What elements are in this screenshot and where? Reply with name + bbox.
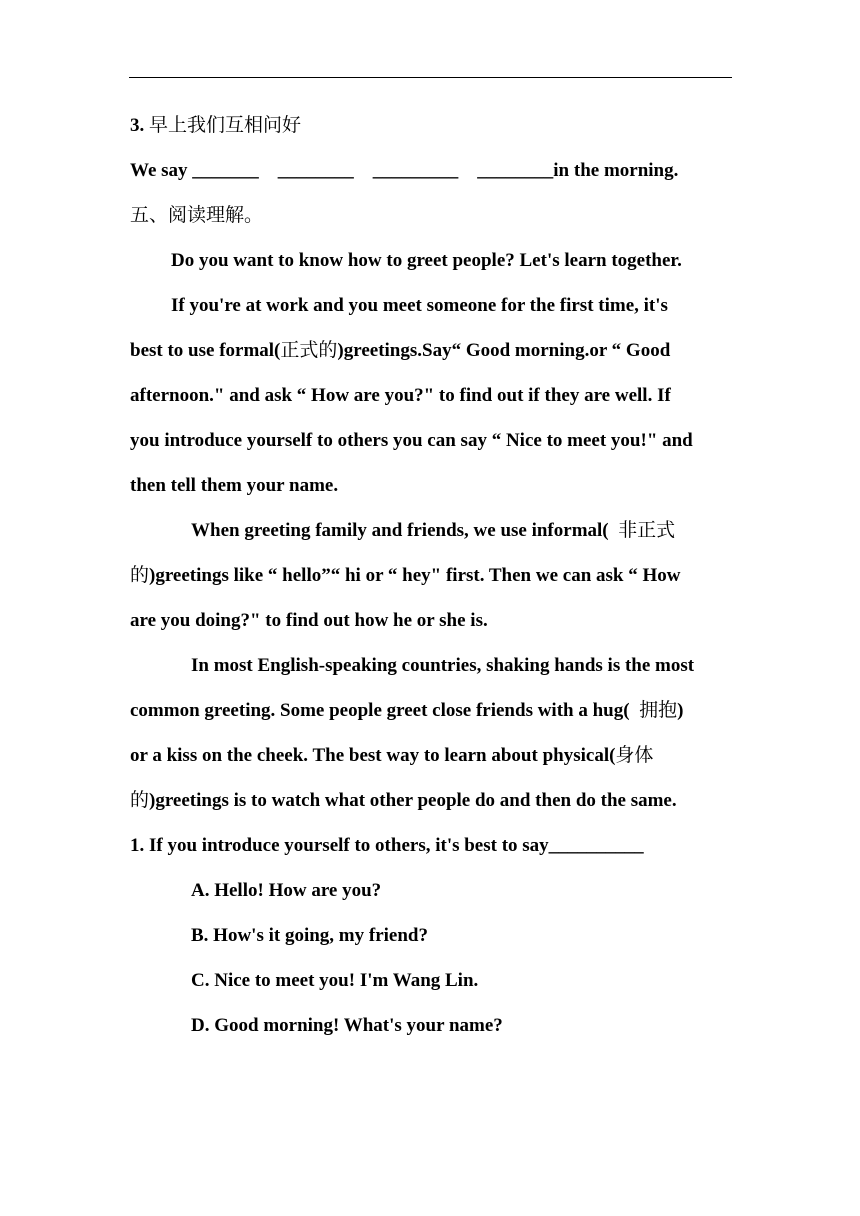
- passage-p2-line3: [130, 373, 734, 418]
- passage-p2-line2-a: best to use formal(: [130, 340, 281, 361]
- q3-sentence: [130, 148, 734, 193]
- section-heading-text: 五、阅读理解。: [130, 204, 264, 226]
- q3-sentence-end: in the morning.: [553, 160, 679, 181]
- passage-p4-line2-cn: 拥抱: [639, 699, 678, 721]
- passage-p4-line3-cn: 身体: [615, 744, 654, 766]
- question-1-option-b: [130, 913, 734, 958]
- passage-p2-line2-cn: 正式的: [280, 339, 338, 361]
- passage-p2-line5-text: then tell them your name.: [130, 475, 339, 496]
- passage-p4-line4-b: )greetings is to watch what other people do and then do the same.: [149, 790, 677, 811]
- q3-number: 3.: [130, 115, 145, 136]
- passage-p2-line5: [130, 463, 734, 508]
- q3-title-text: 早上我们互相问好: [149, 114, 302, 136]
- question-1-option-d: [130, 1003, 734, 1048]
- passage-p4-line4-cn: 的: [130, 789, 150, 811]
- q3-blank-2: ________: [277, 160, 354, 181]
- option-b-text: B. How's it going, my friend?: [191, 925, 428, 946]
- option-c-text: C. Nice to meet you! I'm Wang Lin.: [191, 970, 479, 991]
- passage-p3-line2-cn: 的: [130, 564, 150, 586]
- passage-p2-line4: [130, 418, 734, 463]
- passage-p4-line2: [130, 688, 734, 733]
- passage-p2-line1-text: If you're at work and you meet someone for the first time, it's: [171, 295, 668, 316]
- question-1-option-c: [130, 958, 734, 1003]
- passage-p3-line3: [130, 598, 734, 643]
- passage-p2-line3-text: afternoon." and ask “ How are you?" to find out if they are well. If: [130, 385, 671, 406]
- document-content: [130, 103, 734, 1048]
- passage-p4-line4: [130, 778, 734, 823]
- passage-p4-line3-a: or a kiss on the cheek. The best way to learn about physical(: [130, 745, 616, 766]
- passage-p4-line2-a: common greeting. Some people greet close friends with a hug(: [130, 700, 630, 721]
- q3-blank-4: ________: [477, 160, 554, 181]
- header-rule: [129, 77, 732, 78]
- question-1-stem: [130, 823, 734, 868]
- passage-p4-line2-c: ): [677, 700, 684, 721]
- passage-p2-line1: [130, 283, 734, 328]
- section-heading: [130, 193, 734, 238]
- passage-p1: [130, 238, 734, 283]
- passage-p3-line1: [130, 508, 734, 553]
- passage-p3-line2: [130, 553, 734, 598]
- passage-p2-line2-c: )greetings.Say“ Good morning.or “ Good: [337, 340, 671, 361]
- passage-p3-line1-a: When greeting family and friends, we use informal(: [191, 520, 609, 541]
- q3-title: [130, 103, 734, 148]
- passage-p2-line4-text: you introduce yourself to others you can say “ Nice to meet you!" and: [130, 430, 693, 451]
- passage-p2-line2: [130, 328, 734, 373]
- passage-p3-line3-text: are you doing?" to find out how he or she is.: [130, 610, 488, 631]
- q3-sentence-start: We say: [130, 160, 188, 181]
- passage-p3-line2-b: )greetings like “ hello”“ hi or “ hey" first. Then we can ask “ How: [149, 565, 681, 586]
- question-1-option-a: [130, 868, 734, 913]
- q3-blank-3: _________: [372, 160, 459, 181]
- passage-p4-line1-text: In most English-speaking countries, shaking hands is the most: [191, 655, 695, 676]
- passage-p4-line3: [130, 733, 734, 778]
- passage-p3-line1-cn: 非正式: [618, 519, 676, 541]
- option-a-text: A. Hello! How are you?: [191, 880, 382, 901]
- option-d-text: D. Good morning! What's your name?: [191, 1015, 503, 1036]
- q3-blank-1: _______: [192, 160, 259, 181]
- passage-p4-line1: [130, 643, 734, 688]
- question-1-stem-text: 1. If you introduce yourself to others, it's best to say__________: [130, 835, 644, 856]
- passage-p1-text: Do you want to know how to greet people? Let's learn together.: [171, 250, 682, 271]
